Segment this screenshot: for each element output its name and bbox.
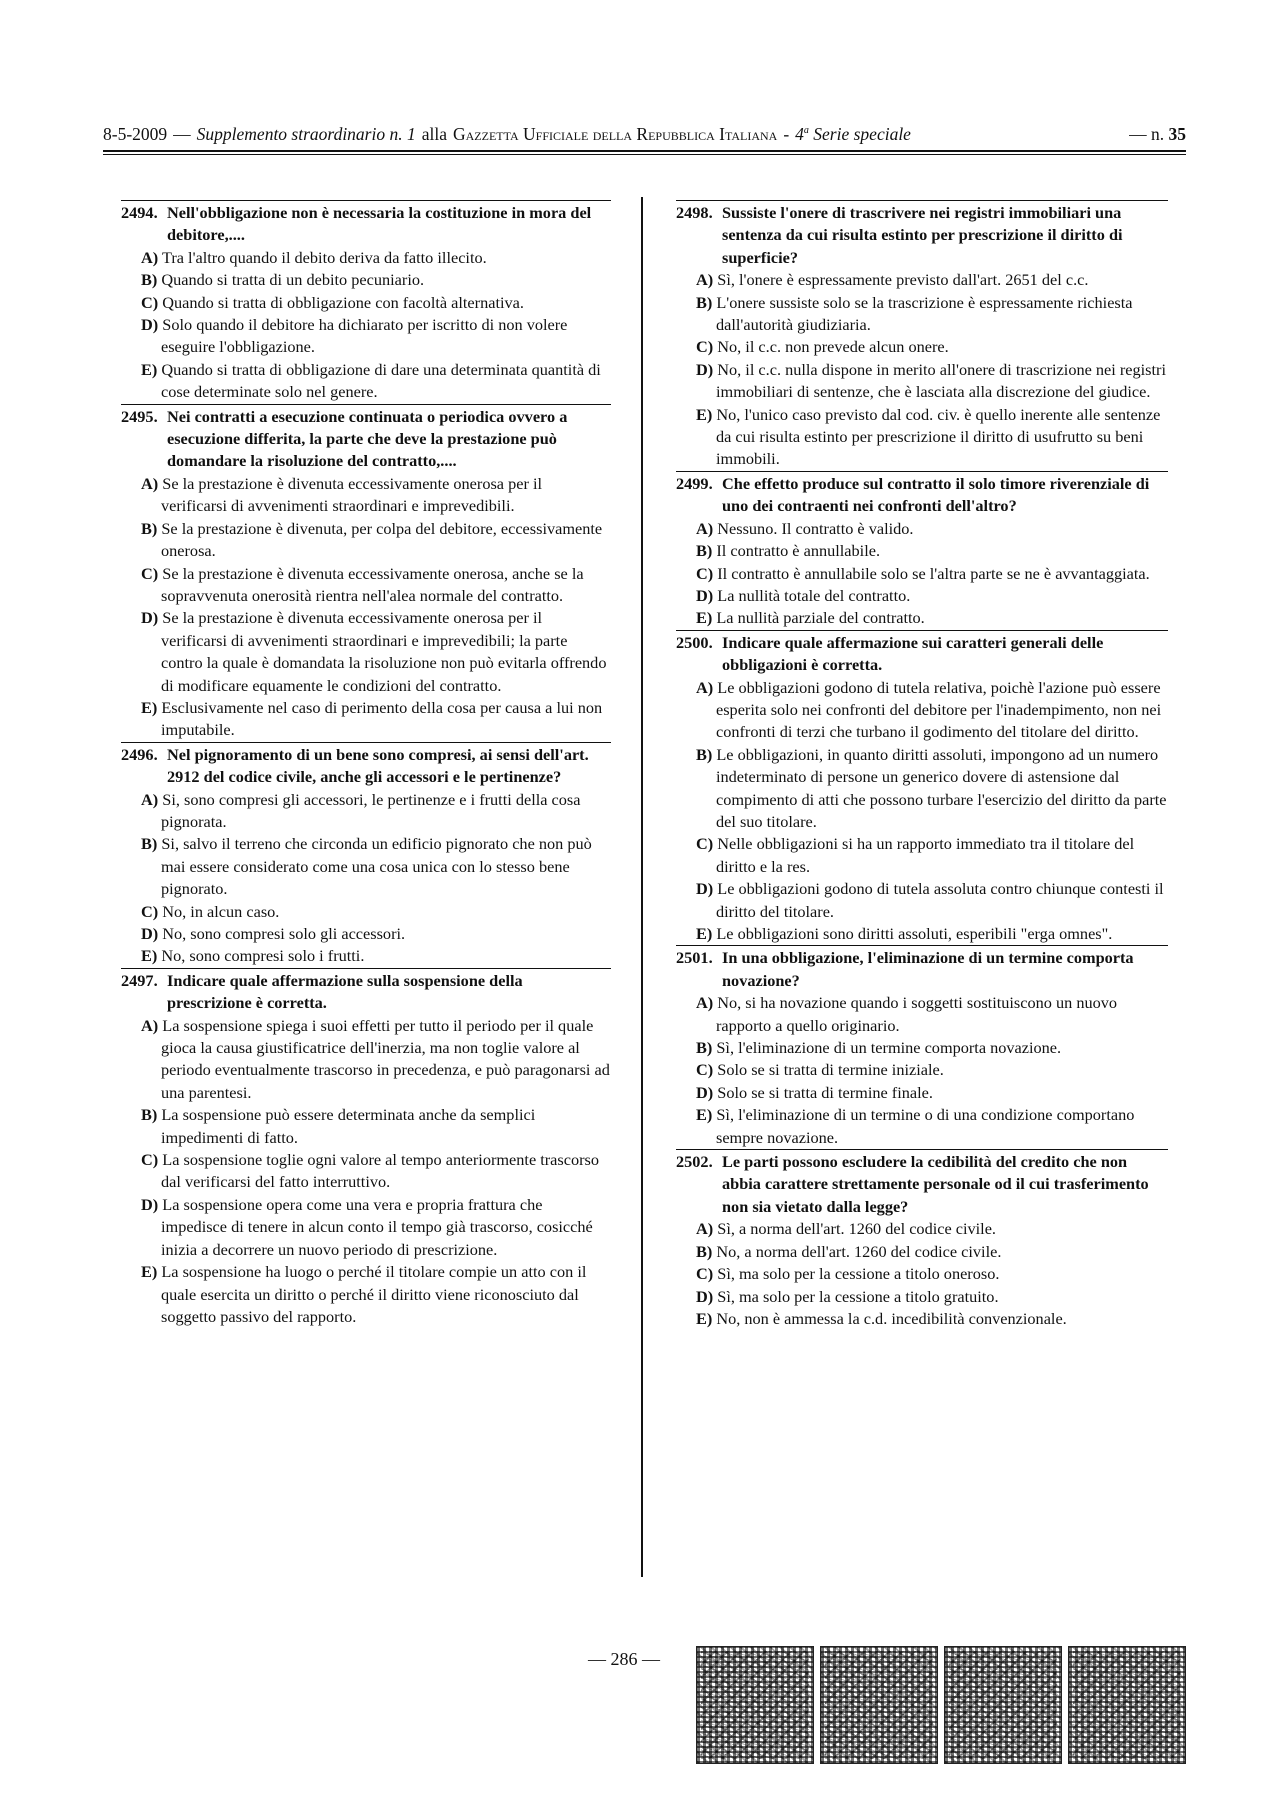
answer-option [676,1263,1168,1285]
answer-option [676,607,1168,629]
option-letter: D) [141,608,159,628]
option-text: La nullità totale del contratto. [717,585,911,605]
question-text: Sussiste l'onere di trascrivere nei registri immobiliari una sentenza da cui risulta estinto per prescrizione il diritto di superficie? [722,203,1123,267]
option-text: La nullità parziale del contratto. [716,608,925,628]
question-block [121,968,611,1329]
option-letter: D) [696,1286,714,1306]
option-text: Quando si tratta di obbligazione di dare una determinata quantità di cose determinate solo nel genere. [161,359,601,402]
answer-option [676,1082,1168,1104]
option-letter: A) [141,789,159,809]
footer-dash-right: — [642,1649,660,1669]
option-letter: E) [141,697,158,717]
option-letter: E) [696,404,713,424]
page-number: 286 [610,1649,638,1669]
option-text: Sì, l'onere è espressamente previsto dall'art. 2651 del c.c. [717,270,1089,290]
answer-option [676,833,1168,878]
answer-option [676,1286,1168,1308]
answer-option [121,697,611,742]
answer-option [676,923,1168,945]
option-letter: E) [696,608,713,628]
option-letter: B) [696,541,713,561]
answer-option [121,901,611,923]
question-text: Nel pignoramento di un bene sono compresi, ai sensi dell'art. 2912 del codice civile, anche gli accessori e le pertinenze? [167,744,589,787]
option-letter: B) [141,1105,158,1125]
option-text: La sospensione spiega i suoi effetti per tutto il periodo per il quale gioca la causa giustificatrice dell'inerzia, ma non toglie valore al periodo eventualmente trascorso in precedenza, e può paragonarsi ad una parentesi. [161,1015,610,1102]
answer-option [676,359,1168,404]
option-letter: A) [696,518,714,538]
option-letter: A) [696,993,714,1013]
answer-option [121,1104,611,1149]
option-letter: A) [141,1015,159,1035]
option-text: Se la prestazione è divenuta eccessivamente onerosa per il verificarsi di avvenimenti straordinari e imprevedibili; la parte contro la quale è domandata la risoluzione non può evitarla offrendo di modificare equamente le condizioni del contratto. [161,608,607,695]
answer-option [676,563,1168,585]
question-number: 2494. [121,203,158,222]
option-letter: B) [696,1038,713,1058]
option-letter: C) [696,1060,714,1080]
option-text: Sì, l'eliminazione di un termine o di una condizione comportano sempre novazione. [716,1105,1135,1147]
option-text: Solo quando il debitore ha dichiarato per iscritto di non volere eseguire l'obbligazione. [161,315,568,357]
answer-option [121,314,611,359]
option-letter: B) [696,744,713,764]
header-series [795,124,911,145]
option-text: Sì, ma solo per la cessione a titolo gratuito. [717,1286,999,1306]
answer-option [676,1037,1168,1059]
option-text: Quando si tratta di un debito pecuniario. [161,270,425,290]
question-number: 2502. [676,1152,713,1172]
option-letter: A) [696,1219,714,1239]
option-text: Le obbligazioni godono di tutela relativa, poichè l'azione può essere esperita solo nei confronti del debitore per l'inadempimento, non nei confronti di terzi che turbano il godimento del titolare del diritto. [716,677,1162,742]
option-text: Nelle obbligazioni si ha un rapporto immediato tra il titolare del diritto e la res. [716,834,1135,876]
option-letter: D) [696,879,714,899]
header-series-text: Serie speciale [813,124,911,144]
option-text: Sì, ma solo per la cessione a titolo oneroso. [717,1264,1000,1284]
option-letter: E) [141,1262,158,1282]
answer-option [121,833,611,900]
answer-option [676,1218,1168,1240]
barcode-image [696,1646,814,1764]
question-number: 2495. [121,406,158,426]
option-letter: B) [141,834,158,854]
question-text: Nell'obbligazione non è necessaria la costituzione in mora del debitore,.... [167,203,592,245]
running-header [103,124,1186,145]
answer-option [676,585,1168,607]
answer-option [676,677,1168,744]
question-block [676,1149,1168,1330]
option-text: Si, sono compresi gli accessori, le pertinenze e i frutti della cosa pignorata. [161,789,581,831]
option-letter: D) [696,585,714,605]
question-heading [676,202,1168,269]
option-text: No, a norma dell'art. 1260 del codice civile. [716,1241,1002,1261]
question-number: 2496. [121,744,158,764]
option-letter: C) [141,1150,159,1170]
question-block [121,742,611,968]
question-heading [676,1151,1168,1218]
option-letter: C) [696,337,714,357]
question-block [676,945,1168,1149]
header-gazzetta: Gazzetta Ufficiale della Repubblica Italiana [453,124,778,144]
question-heading [121,970,611,1015]
option-text: La sospensione ha luogo o perché il titolare compie un atto con il quale esercita un diritto o perché il diritto viene riconosciuto dal soggetto passivo del rapporto. [161,1262,587,1326]
option-letter: B) [696,1241,713,1261]
header-alla: alla [421,124,447,144]
option-letter: B) [141,270,158,290]
question-heading [121,406,611,473]
option-letter: E) [141,359,158,379]
right-column [676,200,1168,1330]
answer-option [121,247,611,269]
option-letter: E) [696,924,713,943]
answer-option [121,945,611,967]
option-text: Il contratto è annullabile solo se l'altra parte se ne è avvantaggiata. [717,563,1150,583]
question-heading [676,632,1168,677]
answer-option [676,1308,1168,1330]
option-text: Se la prestazione è divenuta eccessivamente onerosa per il verificarsi di avvenimenti straordinari e imprevedibili. [161,473,542,516]
header-issue [1129,124,1186,145]
question-block [121,200,611,404]
footer-dash-left: — [588,1649,606,1669]
question-text: Indicare quale affermazione sulla sospensione della prescrizione è corretta. [167,970,523,1013]
option-letter: C) [696,1264,714,1284]
question-block [676,200,1168,471]
answer-option [676,540,1168,562]
header-series-num: 4 [795,124,804,144]
answer-option [676,292,1168,337]
answer-option [676,336,1168,358]
option-letter: A) [141,473,159,493]
barcode-image [1068,1646,1186,1764]
option-text: No, l'unico caso previsto dal cod. civ. è quello inerente alle sentenze da cui risulta estinto per prescrizione il diritto di usufrutto su beni immobili. [716,404,1161,469]
option-letter: C) [141,292,159,312]
question-text: Che effetto produce sul contratto il solo timore riverenziale di uno dei contraenti nei confronti dell'altro? [722,473,1150,516]
option-text: Solo se si tratta di termine finale. [717,1082,933,1102]
option-text: Le obbligazioni sono diritti assoluti, esperibili "erga omnes". [716,924,1113,943]
header-dash: — [173,124,191,144]
question-number: 2500. [676,632,713,652]
answer-option [676,992,1168,1037]
header-dash: — [1129,124,1147,144]
header-issue-number: 35 [1168,124,1186,144]
answer-option [676,269,1168,291]
question-text: Indicare quale affermazione sui caratteri generali delle obbligazioni è corretta. [722,632,1104,675]
answer-option [676,878,1168,923]
option-letter: D) [141,1194,159,1214]
answer-option [121,292,611,314]
option-text: Solo se si tratta di termine iniziale. [717,1060,944,1080]
page-number-footer [588,1649,660,1670]
option-text: Se la prestazione è divenuta eccessivamente onerosa, anche se la sopravvenuta onerosità rientra nell'alea normale del contratto. [161,563,584,605]
option-text: No, in alcun caso. [162,901,280,921]
header-issue-label: n. [1151,124,1165,144]
option-text: No, sono compresi solo gli accessori. [162,924,406,943]
option-text: Esclusivamente nel caso di perimento della cosa per causa a lui non imputabile. [161,697,603,740]
option-letter: B) [696,292,713,312]
option-letter: D) [141,924,159,943]
answer-option [121,518,611,563]
option-text: No, si ha novazione quando i soggetti sostituiscono un nuovo rapporto a quello originario. [716,993,1118,1035]
answer-option [121,789,611,834]
option-letter: D) [696,359,714,379]
option-text: Sì, l'eliminazione di un termine comporta novazione. [716,1038,1062,1058]
option-text: Le obbligazioni godono di tutela assoluta contro chiunque contesti il diritto del titolare. [716,879,1164,921]
barcode-image [820,1646,938,1764]
option-text: No, il c.c. non prevede alcun onere. [717,337,949,357]
option-letter: E) [141,946,158,966]
option-text: No, sono compresi solo i frutti. [161,946,365,966]
option-letter: E) [696,1105,713,1125]
question-block [121,404,611,742]
left-column [121,200,611,1328]
answer-option [121,1015,611,1105]
option-text: Quando si tratta di obbligazione con facoltà alternativa. [162,292,524,312]
option-text: La sospensione toglie ogni valore al tempo anteriormente trascorso dal verificarsi del fatto interruttivo. [161,1150,600,1192]
answer-option [676,1059,1168,1081]
option-letter: D) [696,1082,714,1102]
answer-option [121,563,611,608]
question-block [676,471,1168,630]
option-text: La sospensione opera come una vera e propria frattura che impedisce di tenere in alcun conto il tempo già trascorso, cosicché inizia a decorrere un nuovo periodo di prescrizione. [161,1194,593,1259]
answer-option [121,473,611,518]
option-text: Sì, a norma dell'art. 1260 del codice civile. [717,1219,996,1239]
option-letter: C) [696,563,714,583]
option-text: Le obbligazioni, in quanto diritti assoluti, impongono ad un numero indeterminato di persone un generico dovere di astensione dal compimento di atti che possono turbare l'esercizio del diritto da parte del suo titolare. [716,744,1167,831]
header-rule-thick [103,150,1186,152]
option-letter: A) [696,677,714,697]
question-heading [676,947,1168,992]
barcode-image [944,1646,1062,1764]
option-text: Se la prestazione è divenuta, per colpa del debitore, eccessivamente onerosa. [161,518,603,561]
option-text: La sospensione può essere determinata anche da semplici impedimenti di fatto. [161,1105,536,1147]
question-number: 2497. [121,970,158,990]
header-publication: Supplemento straordinario n. 1 [196,124,416,144]
question-heading [121,202,611,247]
question-number: 2501. [676,948,713,968]
option-letter: C) [141,901,159,921]
option-letter: B) [141,518,158,538]
answer-option [676,518,1168,540]
header-series-sup: a [803,125,809,137]
question-text: Nei contratti a esecuzione continuata o periodica ovvero a esecuzione differita, la parte che deve la prestazione può domandare la risoluzione del contratto,.... [167,406,568,471]
option-letter: C) [696,834,714,854]
option-letter: C) [141,563,159,583]
header-dash: - [783,124,790,144]
answer-option [121,1194,611,1261]
option-text: L'onere sussiste solo se la trascrizione è espressamente richiesta dall'autorità giudiziaria. [716,292,1133,335]
question-number: 2499. [676,473,713,493]
question-heading [121,744,611,789]
column-divider [641,197,643,1577]
header-rule-thin [103,154,1186,155]
question-heading [676,473,1168,518]
option-text: Il contratto è annullabile. [716,541,881,561]
answer-option [121,269,611,291]
option-text: Nessuno. Il contratto è valido. [717,518,914,538]
option-letter: A) [141,247,159,267]
answer-option [676,1241,1168,1263]
answer-option [121,1261,611,1328]
answer-option [676,404,1168,471]
answer-option [676,744,1168,834]
option-text: Si, salvo il terreno che circonda un edificio pignorato che non può mai essere considerato come una cosa unica con lo stesso bene pignorato. [161,834,592,899]
option-text: No, il c.c. nulla dispone in merito all'onere di trascrizione nei registri immobiliari di sentenze, che è lasciata alla discrezione del giudice. [716,359,1166,402]
option-letter: E) [696,1308,713,1328]
option-letter: D) [141,315,159,335]
answer-option [121,1149,611,1194]
option-text: Tra l'altro quando il debito deriva da fatto illecito. [161,247,487,267]
question-text: Le parti possono escludere la cedibilità del credito che non abbia carattere strettamente personale od il cui trasferimento non sia vietato dalla legge? [722,1152,1149,1216]
answer-option [121,359,611,404]
option-letter: A) [696,270,714,290]
header-date: 8-5-2009 [103,124,168,144]
answer-option [121,923,611,945]
question-block [676,630,1168,946]
answer-option [121,607,611,697]
answer-option [676,1104,1168,1149]
option-text: No, non è ammessa la c.d. incedibilità convenzionale. [716,1308,1067,1328]
question-text: In una obbligazione, l'eliminazione di un termine comporta novazione? [722,948,1134,990]
question-number: 2498. [676,203,713,222]
